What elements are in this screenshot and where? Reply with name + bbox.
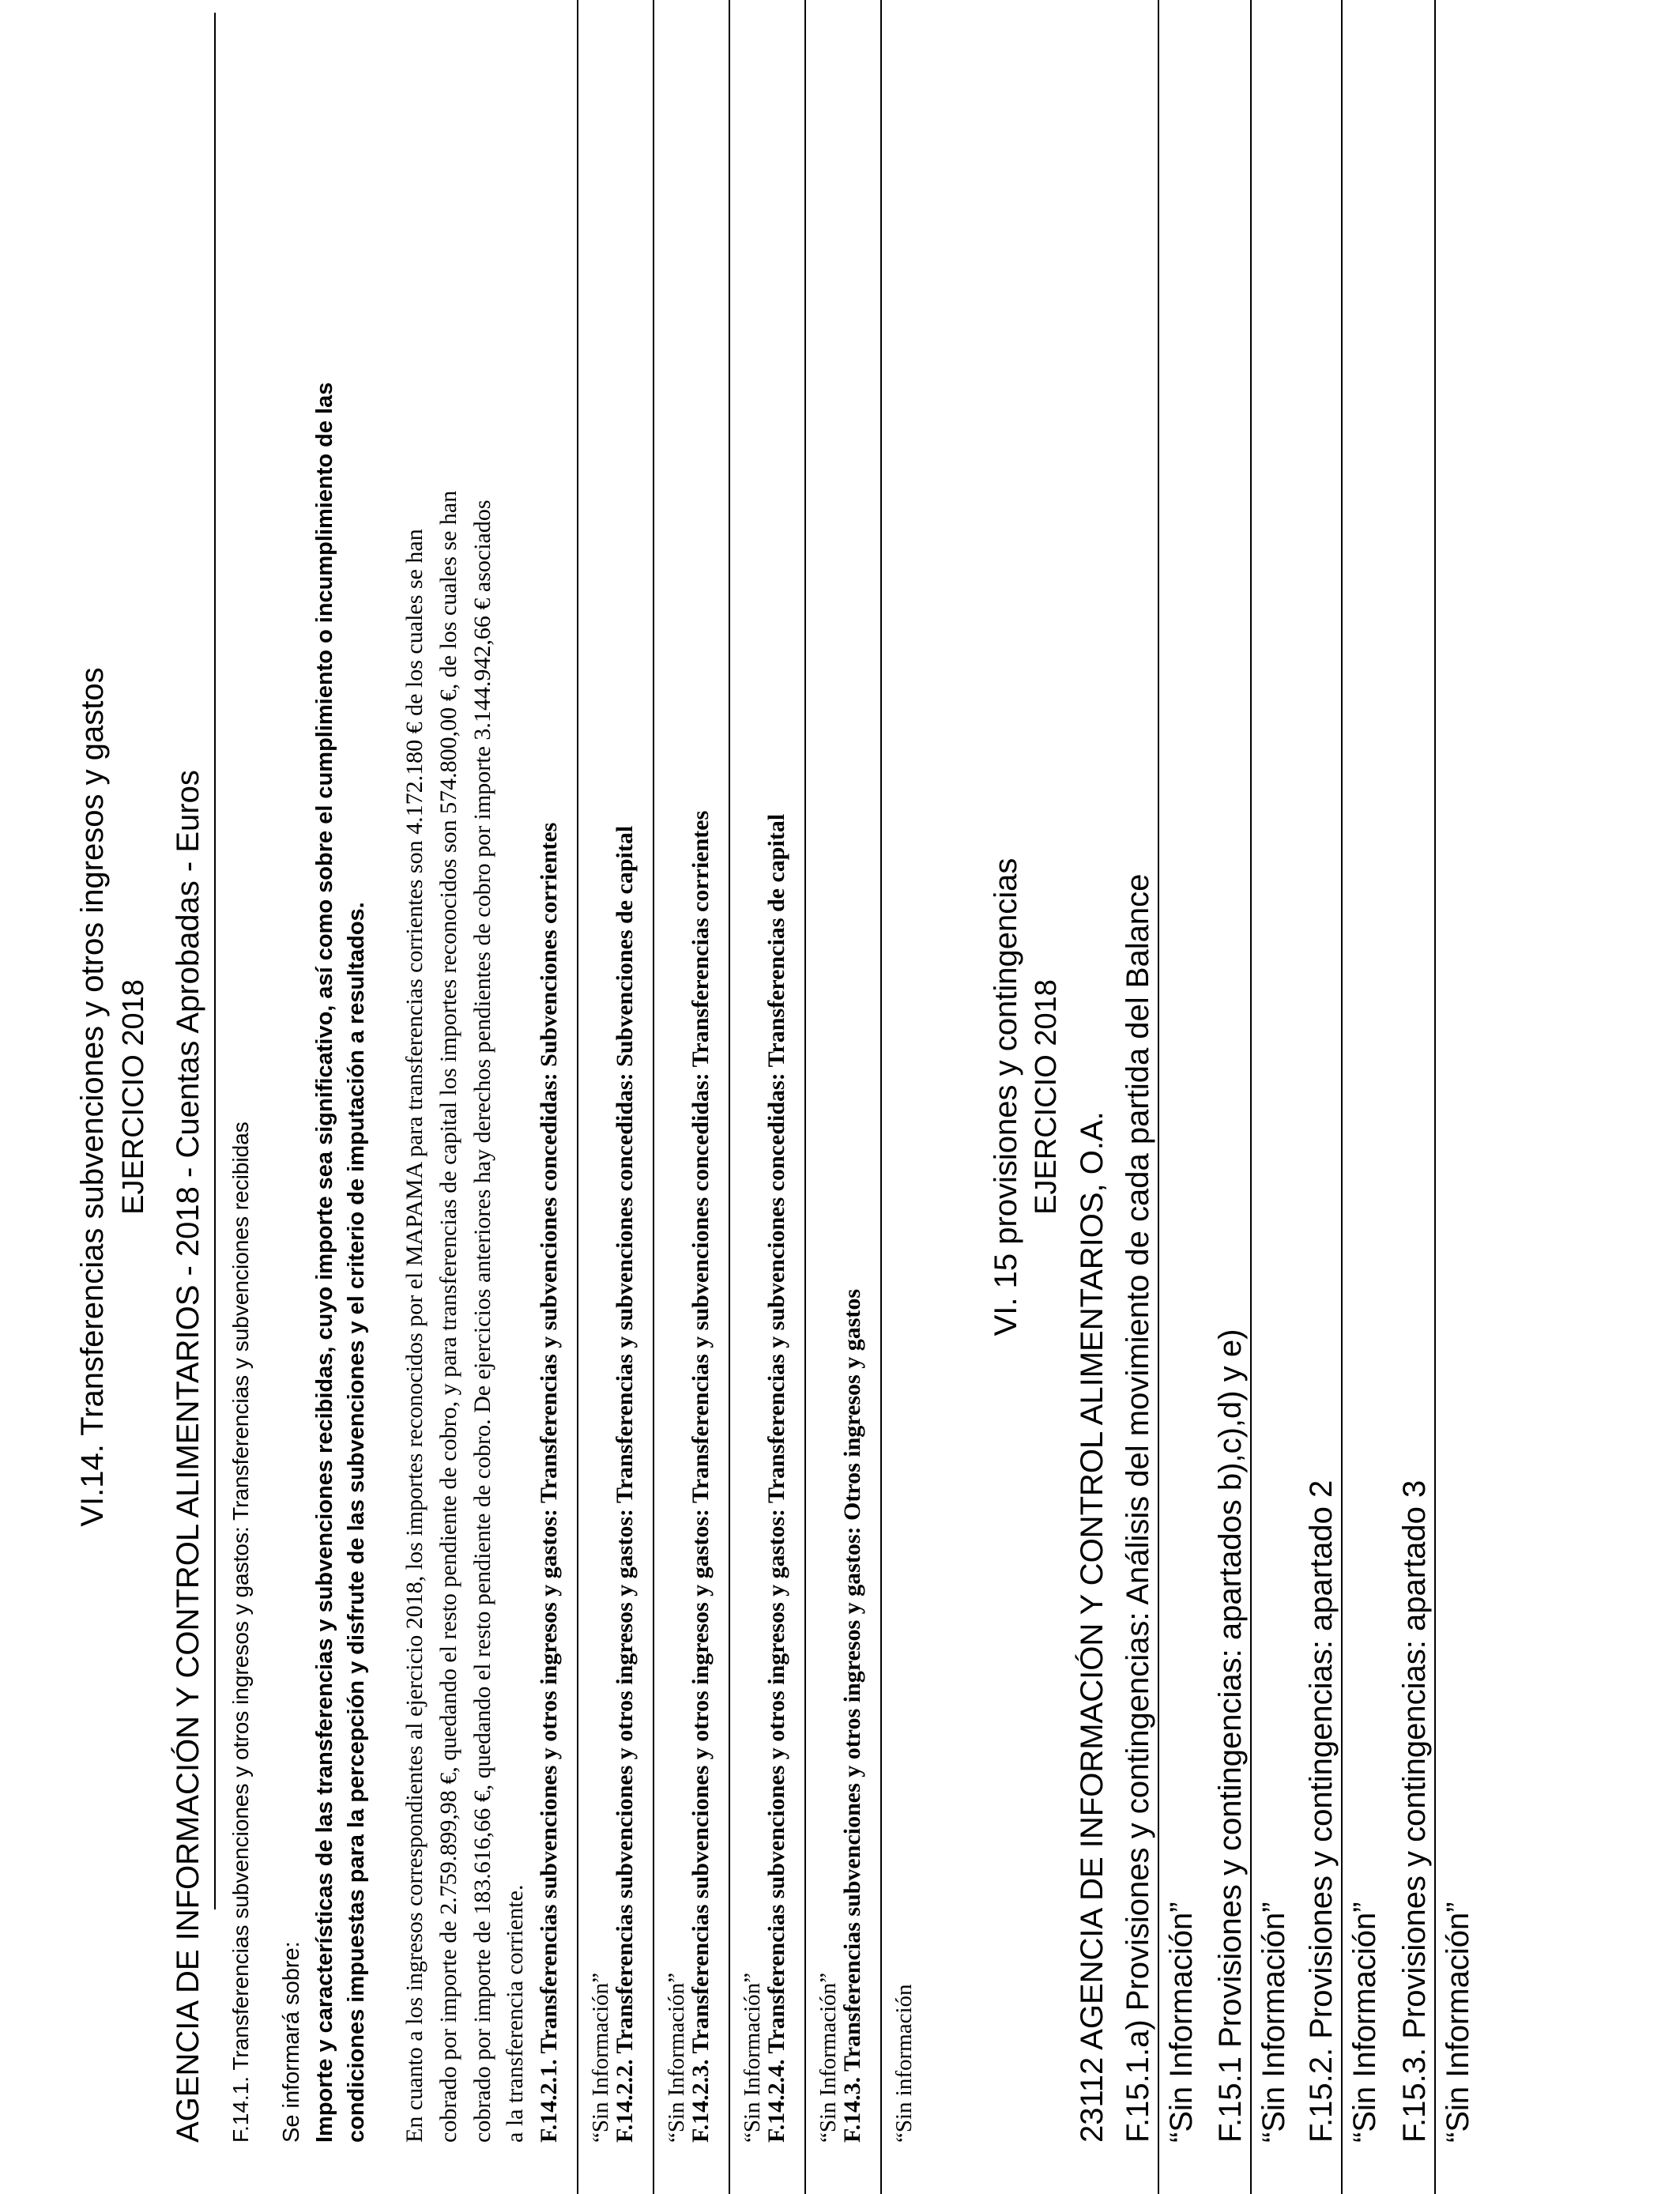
section-title: VI. 15 provisiones y contingencias [989, 858, 1023, 1336]
sin-informacion: “Sin Información” [740, 1972, 765, 2143]
divider [577, 0, 578, 2194]
f14-2-4-heading: F.14.2.4. Transferencias subvenciones y otros ingresos y gastos: Transferencias y subvenciones concedidas: Transferencias de capital [763, 813, 789, 2143]
section-year: EJERCICIO 2018 [117, 979, 150, 1215]
f14-2-3-heading: F.14.2.3. Transferencias subvenciones y otros ingresos y gastos: Transferencias y subvenciones concedidas: Transferencias corrientes [687, 810, 714, 2143]
inform-line-2: condiciones impuestas para la percepción y disfrute de las subvenciones y el criterio de imputación a resultados. [344, 902, 369, 2143]
sin-informacion: “Sin Información” [1347, 1902, 1382, 2143]
f15-1a-heading: F.15.1.a) Provisiones y contingencias: Análisis del movimiento de cada partida del Balance [1121, 873, 1155, 2143]
sin-informacion: “Sin Información” [1164, 1902, 1199, 2143]
divider [1341, 0, 1343, 2194]
divider [804, 0, 806, 2194]
agency-line: 23112 AGENCIA DE INFORMACIÓN Y CONTROL ALIMENTARIOS, O.A. [1075, 1111, 1109, 2143]
divider [1158, 0, 1159, 2194]
f14-2-1-heading: F.14.2.1. Transferencias subvenciones y otros ingresos y gastos: Transferencias y subvenciones concedidas: Subvenciones corrientes [536, 822, 562, 2143]
divider [214, 13, 216, 1909]
paragraph-line-1: En cuanto a los ingresos correspondientes al ejercicio 2018, los importes reconocidos por el MAPAMA para transferencias corrientes son 4.172.180 € de los cuales se han [401, 529, 428, 2143]
section-title: VI.14. Transferencias subvenciones y otros ingresos y gastos [75, 667, 110, 1527]
sin-informacion: “Sin información [891, 1984, 917, 2143]
sin-informacion: “Sin Información” [1256, 1902, 1291, 2143]
sin-informacion: “Sin Información” [664, 1972, 689, 2143]
paragraph-line-4: a la transferencia corriente. [502, 1884, 528, 2143]
f14-1-heading: F.14.1. Transferencias subvenciones y otros ingresos y gastos: Transferencias y subvenciones recibidas [228, 1122, 253, 2143]
divider [1250, 0, 1252, 2194]
paragraph-line-3: cobrado por importe de 183.616,66 €, quedando el resto pendiente de cobro. De ejercicios anteriores hay derechos pendientes de cobro por importe 3.144.942,66 € asociados [469, 499, 495, 2143]
divider [653, 0, 654, 2194]
f15-1-heading: F.15.1 Provisiones y contingencias: apartados b),c),d) y e) [1213, 1329, 1248, 2143]
divider [729, 0, 730, 2194]
agency-line: AGENCIA DE INFORMACIÓN Y CONTROL ALIMENTARIOS - 2018 - Cuentas Aprobadas - Euros [171, 770, 205, 2143]
f15-2-heading: F.15.2. Provisiones y contingencias: apartado 2 [1304, 1480, 1339, 2143]
sin-informacion: “Sin Información” [1441, 1902, 1475, 2143]
f14-2-2-heading: F.14.2.2. Transferencias subvenciones y otros ingresos y gastos: Transferencias y subvenciones concedidas: Subvenciones de capital [612, 825, 638, 2143]
sin-informacion: “Sin Información” [588, 1972, 613, 2143]
divider [1434, 0, 1436, 2194]
section-year: EJERCICIO 2018 [1030, 979, 1063, 1215]
f14-3-heading: F.14.3. Transferencias subvenciones y otros ingresos y gastos: Otros ingresos y gastos [839, 1288, 865, 2143]
sin-informacion: “Sin Información” [816, 1972, 841, 2143]
divider [880, 0, 882, 2194]
inform-line-1: Importe y características de las transferencias y subvenciones recibidas, cuyo importe sea significativo, así como sobre el cumplimiento o incumplimiento de las [312, 382, 337, 2143]
inform-intro: Se informará sobre: [279, 1941, 304, 2143]
f15-3-heading: F.15.3. Provisiones y contingencias: apartado 3 [1397, 1480, 1432, 2143]
paragraph-line-2: cobrado por importe de 2.759.899,98 €, quedando el resto pendiente de cobro, y para transferencias de capital los importes reconocidos son 574.800,00 €, de los cuales se han [435, 490, 461, 2143]
